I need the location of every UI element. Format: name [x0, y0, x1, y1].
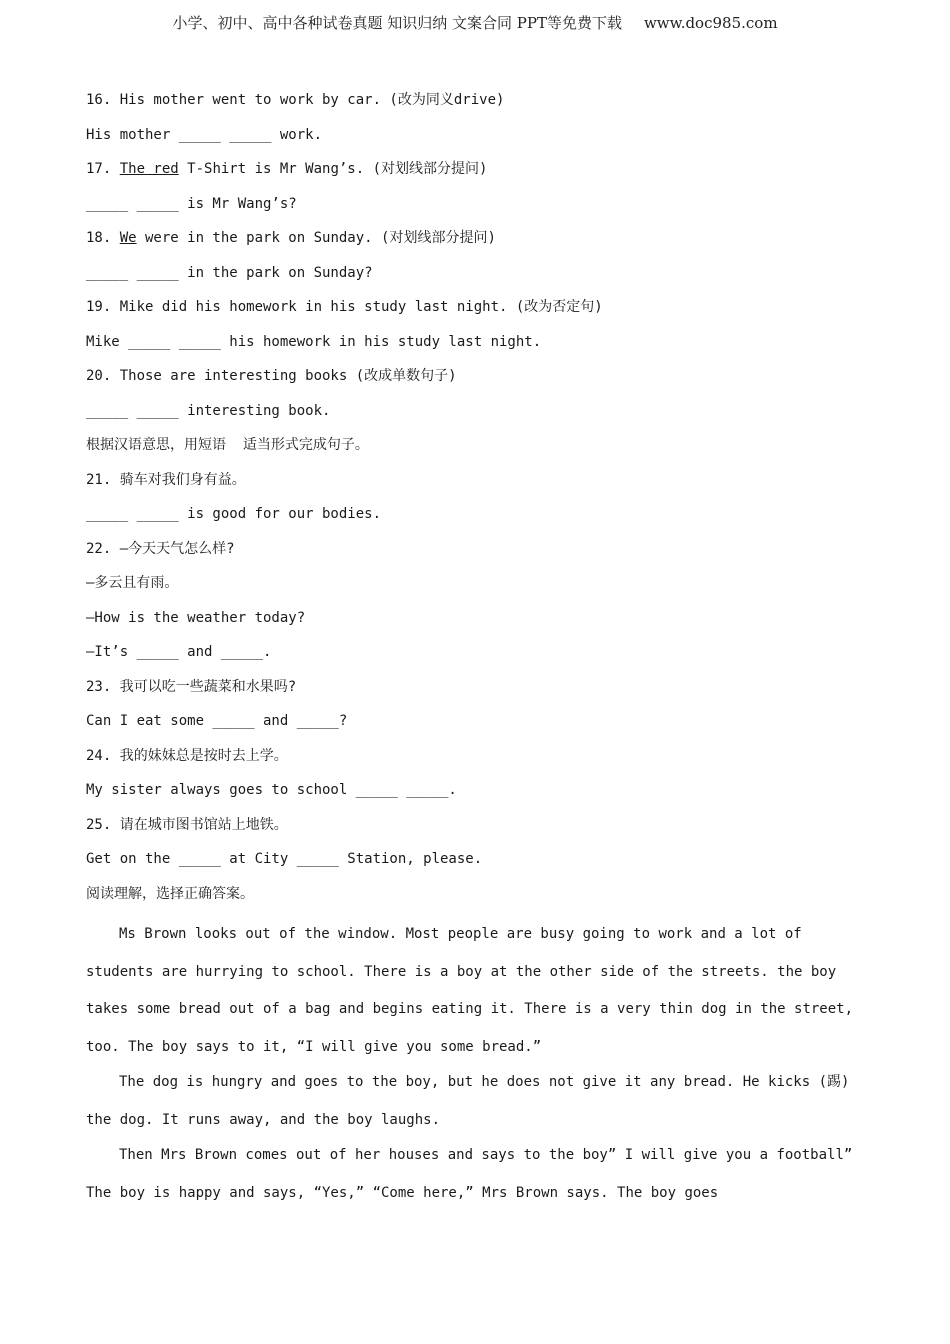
- question-24-prompt: 24. 我的妹妹总是按时去上学。: [86, 747, 288, 764]
- worksheet-body: [86, 88, 856, 1212]
- header-url[interactable]: www.doc985.com: [643, 14, 778, 32]
- question-20-answer: _____ _____ interesting book.: [86, 402, 331, 419]
- question-18-underlined: We: [119, 230, 137, 246]
- section-title-reading: 阅读理解，选择正确答案。: [86, 885, 254, 902]
- question-22-english-1: —How is the weather today?: [86, 609, 306, 626]
- question-25-answer: Get on the _____ at City _____ Station, please.: [86, 851, 483, 867]
- page-header: [0, 12, 950, 33]
- question-25-prompt: 25. 请在城市图书馆站上地铁。: [86, 816, 288, 833]
- question-16-answer: His mother _____ _____ work.: [86, 126, 323, 143]
- question-18-rest: were in the park on Sunday. (对划线部分提问): [136, 230, 496, 246]
- question-18-answer: _____ _____ in the park on Sunday?: [86, 264, 373, 281]
- question-17-prompt: [86, 157, 856, 192]
- question-20-prompt: 20. Those are interesting books (改成单数句子): [86, 368, 457, 384]
- question-19-answer: Mike _____ _____ his homework in his study last night.: [86, 333, 542, 350]
- question-17-rest: T-Shirt is Mr Wang’s. (对划线部分提问): [178, 161, 488, 177]
- question-16-prompt: 16. His mother went to work by car. (改为同义drive): [86, 92, 505, 108]
- question-23-answer: Can I eat some _____ and _____?: [86, 713, 348, 729]
- section-title-translation: 根据汉语意思，用短语 适当形式完成句子。: [86, 437, 369, 453]
- question-18-prompt: [86, 226, 856, 261]
- question-19-prompt: 19. Mike did his homework in his study last night. (改为否定句): [86, 299, 603, 315]
- header-title: 小学、初中、高中各种试卷真题 知识归纳 文案合同 PPT等免费下载: [172, 14, 622, 32]
- question-21-prompt: 21. 骑车对我们身有益。: [86, 471, 246, 488]
- question-17-answer: _____ _____ is Mr Wang’s?: [86, 195, 297, 212]
- reading-paragraph-3: Then Mrs Brown comes out of her houses and says to the boy” I will give you a football” The boy is happy and says, “Yes,” “Come here,” Mrs Brown says. The boy goes: [86, 1147, 853, 1201]
- question-24-answer: My sister always goes to school _____ _____.: [86, 782, 457, 798]
- question-21-answer: _____ _____ is good for our bodies.: [86, 506, 382, 522]
- question-18-number: 18.: [86, 230, 120, 246]
- question-17-underlined: The red: [119, 161, 179, 177]
- question-17-number: 17.: [86, 161, 120, 177]
- reading-paragraph-1: Ms Brown looks out of the window. Most people are busy going to work and a lot of students are hurrying to school. There is a boy at the other side of the streets. the boy takes some bread out of a bag and begins eating it. There is a very thin dog in the street, too. The boy says to it, “I will give you some bread.”: [86, 926, 854, 1055]
- reading-paragraph-2: The dog is hungry and goes to the boy, but he does not give it any bread. He kicks (踢) the dog. It runs away, and the boy laughs.: [86, 1074, 850, 1128]
- question-22-english-2: —It’s _____ and _____.: [86, 644, 272, 660]
- question-22-prompt-2: —多云且有雨。: [86, 575, 179, 591]
- question-23-prompt: 23. 我可以吃一些蔬菜和水果吗?: [86, 678, 297, 695]
- question-22-prompt: 22. —今天天气怎么样?: [86, 540, 235, 557]
